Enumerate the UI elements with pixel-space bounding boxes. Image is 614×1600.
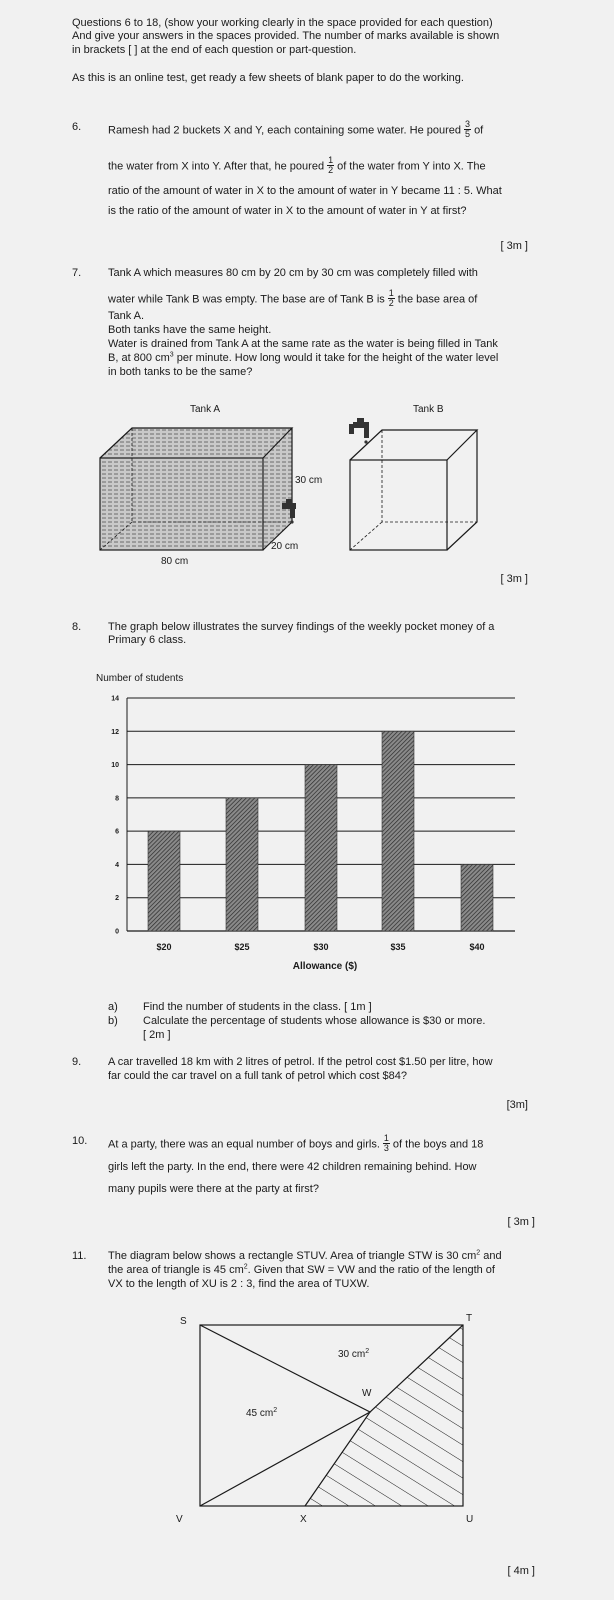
x-tick-label: $20: [156, 942, 172, 952]
marks: [ 3m ]: [507, 1216, 535, 1228]
question-text: The graph below illustrates the survey findings of the weekly pocket money of a: [108, 621, 495, 633]
instructions-line: And give your answers in the spaces provided. The number of marks available is shown: [72, 30, 500, 42]
point-u: U: [466, 1514, 474, 1525]
fraction: $\frac{3}{5}$: [465, 119, 471, 139]
y-tick-label: 8: [115, 795, 119, 803]
question-text: Tank A which measures 80 cm by 20 cm by 30 cm was completely filled with: [108, 267, 478, 279]
question-text: is the ratio of the amount of water in X to the amount of water in Y at first?: [108, 205, 467, 217]
y-tick-label: 6: [115, 828, 119, 836]
question-number: 7.: [72, 267, 82, 279]
tank-a-length: 80 cm: [161, 556, 189, 567]
question-text: girls left the party. In the end, there were 42 children remaining behind. How: [108, 1161, 477, 1173]
tank-b-label: Tank B: [413, 404, 444, 415]
y-tick-label: 0: [115, 928, 119, 936]
area-stw-label: 30 $cm^2$: [338, 1348, 370, 1360]
faucet-icon: [349, 418, 369, 444]
question-number: 10.: [72, 1135, 88, 1147]
question-text: many pupils were there at the party at first?: [108, 1183, 319, 1195]
marks: [3m]: [506, 1099, 528, 1111]
part-text: Find the number of students in the class. [ 1m ]: [143, 1001, 372, 1013]
point-x: X: [300, 1514, 307, 1525]
bar: [382, 731, 414, 931]
question-text: Tank A.: [108, 310, 145, 322]
question-number: 11.: [72, 1250, 87, 1262]
fraction: $\frac{1}{2}$: [388, 288, 394, 308]
question-text: the area of triangle is 45 $cm^2$. Given that SW = VW and the ratio of the length of: [108, 1263, 495, 1276]
tank-b-diagram: [349, 418, 477, 550]
bar: [461, 864, 493, 931]
instructions-note: As this is an online test, get ready a few sheets of blank paper to do the working.: [72, 72, 464, 84]
x-tick-label: $40: [469, 942, 485, 952]
fraction: $\frac{1}{3}$: [383, 1133, 389, 1153]
tank-a-height: 30 cm: [295, 475, 323, 486]
x-tick-label: $25: [234, 942, 250, 952]
y-tick-label: 12: [111, 728, 119, 736]
question-number: 9.: [72, 1056, 82, 1068]
question-number: 6.: [72, 121, 82, 133]
point-v: V: [176, 1514, 183, 1525]
fraction: $\frac{1}{2}$: [328, 155, 334, 175]
tank-a-diagram: [100, 428, 299, 552]
tank-a-width: 20 cm: [271, 541, 299, 552]
question-text: A car travelled 18 km with 2 litres of petrol. If the petrol cost $1.50 per litre, how: [108, 1056, 493, 1068]
instructions-line: in brackets [ ] at the end of each question or part-question.: [72, 44, 357, 56]
x-axis-label: Allowance ($): [292, 961, 358, 972]
y-tick-label: 4: [115, 861, 119, 869]
marks: [ 3m ]: [500, 573, 528, 585]
question-text: Water is drained from Tank A at the same rate as the water is being filled in Tank: [108, 338, 498, 350]
area-svw-label: 45 $cm^2$: [246, 1407, 278, 1419]
question-text: water while Tank B was empty. The base are of Tank B is $\frac{1}{2}$ the base area of: [108, 288, 478, 308]
question-text: B, at 800 $cm^3$ per minute. How long would it take for the height of the water level: [108, 351, 499, 364]
y-tick-label: 10: [111, 762, 119, 770]
y-tick-label: 14: [111, 695, 119, 703]
question-text: far could the car travel on a full tank of petrol which cost $84?: [108, 1070, 407, 1082]
instructions-line: Questions 6 to 18, (show your working clearly in the space provided for each question): [72, 17, 493, 29]
question-text: VX to the length of XU is 2 : 3, find the area of TUXW.: [108, 1278, 370, 1290]
question-text: The diagram below shows a rectangle STUV. Area of triangle STW is 30 $cm^2$ and: [108, 1249, 502, 1262]
bar: [226, 798, 258, 931]
part-label: a): [108, 1001, 118, 1013]
marks: [ 2m ]: [143, 1029, 171, 1041]
marks: [ 3m ]: [500, 240, 528, 252]
question-text: Ramesh had 2 buckets X and Y, each containing some water. He poured $\frac{3}{5}$ of: [108, 119, 484, 139]
point-t: T: [466, 1313, 473, 1324]
part-label: b): [108, 1015, 118, 1027]
bar: [148, 831, 180, 931]
y-tick-label: 2: [115, 895, 119, 903]
shaded-region-tuxw: [305, 1325, 463, 1506]
question-number: 8.: [72, 621, 82, 633]
bar-chart: [96, 673, 515, 972]
question-text: ratio of the amount of water in X to the amount of water in Y became 11 : 5. What: [108, 185, 502, 197]
y-axis-label: Number of students: [96, 673, 184, 684]
marks: [ 4m ]: [507, 1565, 535, 1577]
rectangle-stuv-diagram: [200, 1325, 463, 1506]
part-text: Calculate the percentage of students whose allowance is $30 or more.: [143, 1015, 486, 1027]
bar: [305, 765, 337, 931]
question-text: the water from X into Y. After that, he poured $\frac{1}{2}$ of the water from Y into X. The: [108, 155, 486, 175]
x-tick-label: $35: [390, 942, 406, 952]
question-text: Primary 6 class.: [108, 634, 187, 646]
x-tick-label: $30: [313, 942, 329, 952]
question-text: At a party, there was an equal number of boys and girls. $\frac{1}{3}$ of the boys and 18: [108, 1133, 484, 1153]
question-text: in both tanks to be the same?: [108, 366, 253, 378]
point-w: W: [362, 1388, 372, 1399]
point-s: S: [180, 1316, 187, 1327]
question-text: Both tanks have the same height.: [108, 324, 272, 336]
tank-a-label: Tank A: [190, 404, 221, 415]
